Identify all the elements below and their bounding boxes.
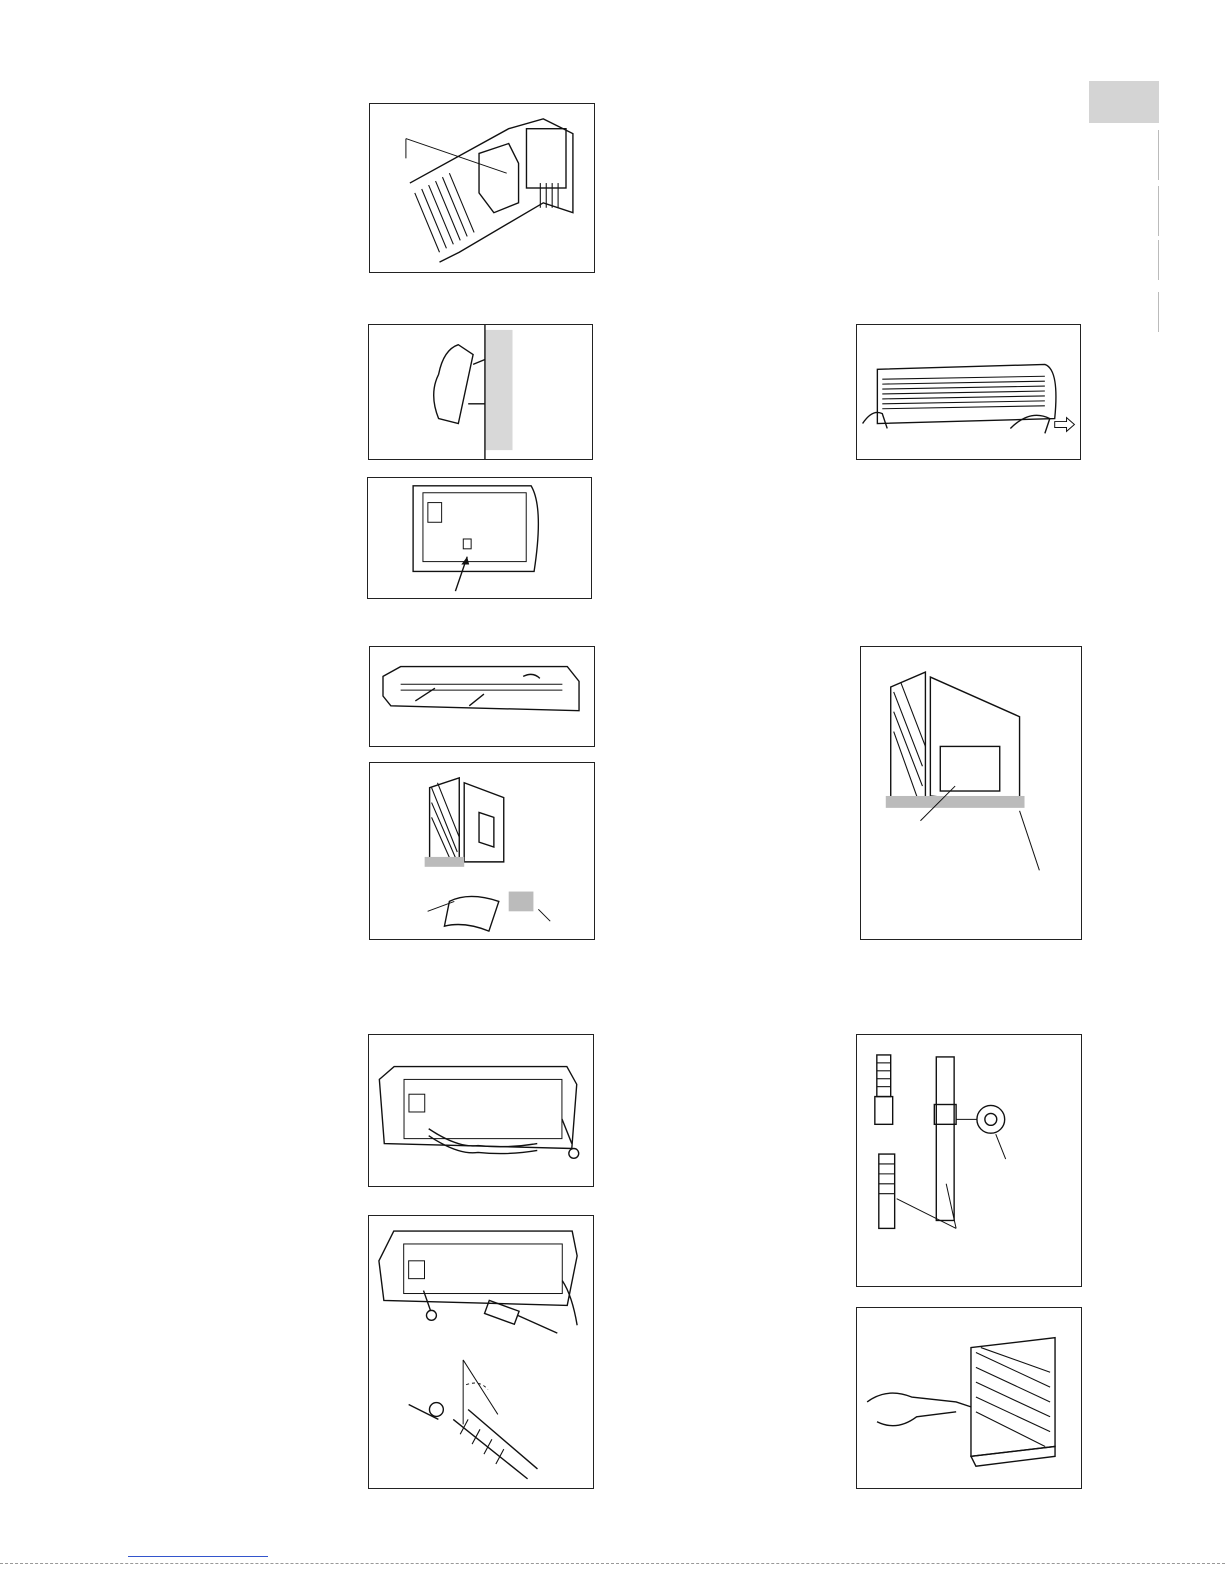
tab-divider — [1158, 186, 1159, 236]
figure-chassis-top — [369, 646, 595, 747]
figure-drain-hose-right — [368, 1034, 594, 1187]
figure-insulation-install-b — [860, 646, 1082, 940]
figure-hose-fittings — [856, 1034, 1082, 1287]
footer-divider — [0, 1563, 1225, 1564]
section-tab — [1089, 81, 1159, 123]
tab-divider — [1158, 130, 1159, 180]
figure-drain-hose-left — [368, 1215, 594, 1489]
figure-front-panel-side — [368, 324, 593, 460]
figure-filter-compartment — [369, 103, 595, 273]
tab-divider — [1158, 292, 1159, 332]
figure-front-panel-remove — [856, 324, 1081, 460]
tab-divider — [1158, 240, 1159, 280]
figure-coil-cleaning — [856, 1307, 1082, 1489]
figure-insulation-install-a — [369, 762, 595, 940]
footer-link-underline — [128, 1556, 268, 1557]
figure-panel-inner-arrow — [367, 477, 592, 599]
